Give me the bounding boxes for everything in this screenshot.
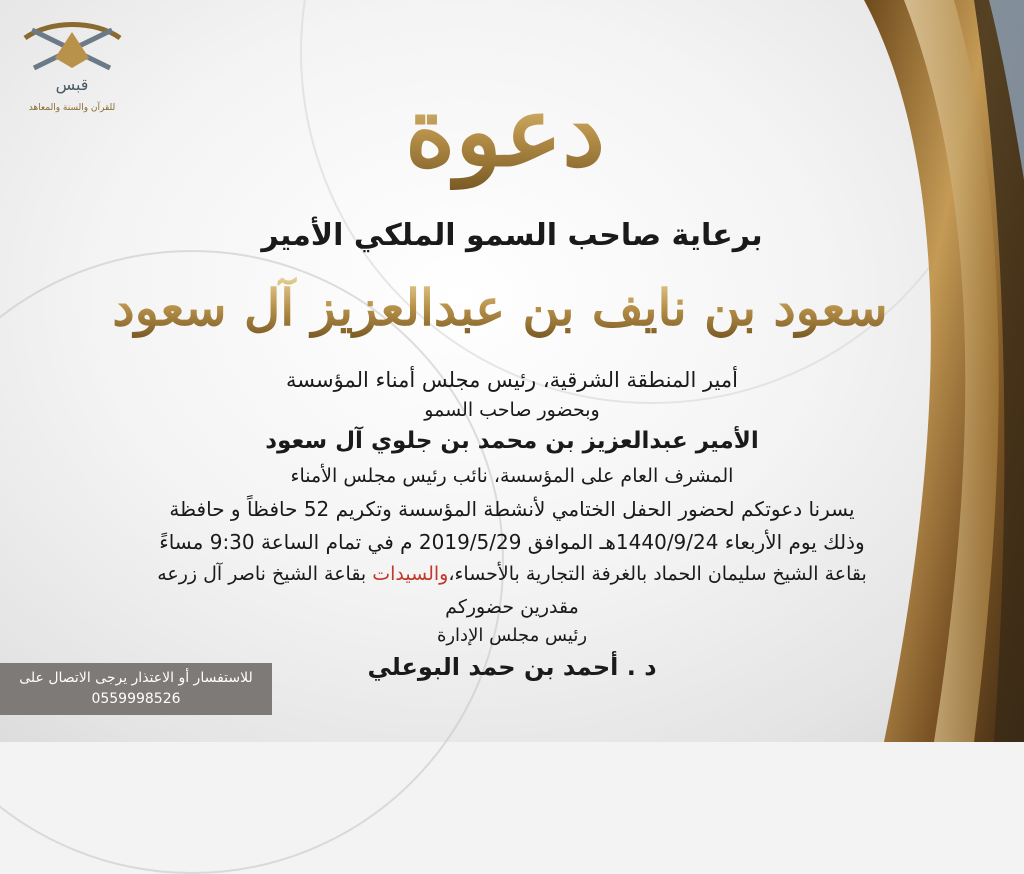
attendance-line: وبحضور صاحب السمو — [424, 399, 600, 421]
contact-label: للاستفسار أو الاعتذار يرجى الاتصال على — [19, 670, 253, 686]
venue-line — [0, 563, 1024, 585]
signer-title: رئيس مجلس الإدارة — [436, 625, 588, 646]
patronage-line: برعاية صاحب السمو الملكي الأمير — [261, 218, 763, 253]
venue-part2: بقاعة الشيخ ناصر آل زرعه — [157, 563, 373, 585]
second-prince-title: المشرف العام على المؤسسة، نائب رئيس مجلس الأمناء — [290, 465, 734, 487]
venue-highlight: والسيدات — [372, 563, 449, 585]
invitation-line: يسرنا دعوتكم لحضور الحفل الختامي لأنشطة المؤسسة وتكريم 52 حافظاً و حافظة — [169, 497, 855, 521]
logo-subtitle: للقرآن والسنة والمعاهد — [28, 103, 116, 113]
prince-title: أمير المنطقة الشرقية، رئيس مجلس أمناء المؤسسة — [286, 368, 738, 392]
heading-title: دعوة — [405, 75, 605, 188]
qabas-logo — [10, 10, 135, 125]
second-prince-name: الأمير عبدالعزيز بن محمد بن جلوي آل سعود — [265, 428, 759, 454]
logo-name: قبس — [55, 75, 89, 94]
heading-calligraphy — [400, 55, 610, 205]
closing-line: مقدرين حضوركم — [445, 596, 579, 618]
venue-part1: بقاعة الشيخ سليمان الحماد بالغرفة التجارية بالأحساء، — [448, 563, 867, 585]
date-line: وذلك يوم الأربعاء 1440/9/24هـ الموافق 2019/5/29 م في تمام الساعة 9:30 مساءً — [159, 530, 865, 554]
prince-name: سعود بن نايف بن عبدالعزيز آل سعود — [112, 278, 888, 337]
prince-name-calligraphy — [112, 250, 888, 360]
contact-phone[interactable]: 0559998526 — [91, 691, 181, 707]
contact-box — [0, 663, 272, 715]
signer-name: د . أحمد بن حمد البوعلي — [367, 653, 657, 681]
